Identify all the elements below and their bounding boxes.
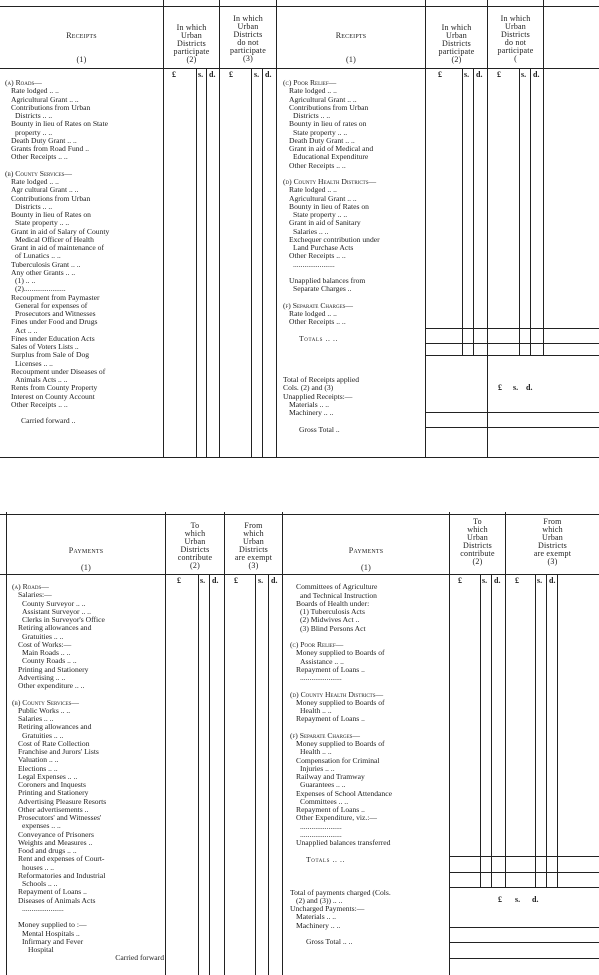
line-item: Interest on County Account — [11, 392, 95, 401]
line-item: Grant in aid of maintenance of — [11, 244, 104, 252]
line-item: Repayment of Loans .. — [296, 806, 365, 814]
line-item: Repayment of Loans .. — [296, 665, 365, 674]
rule — [425, 355, 599, 356]
rule — [425, 427, 599, 428]
line-item: Schools .. .. — [22, 880, 58, 888]
money-divider — [557, 574, 558, 887]
line-item: Carried forward .. — [21, 417, 76, 426]
line-item: Health .. .. — [300, 748, 332, 757]
line-item: ...................... — [293, 260, 335, 269]
line-item: ...................... — [300, 674, 342, 682]
line-item: Legal Expenses .. .. — [18, 772, 78, 781]
column-divider — [449, 512, 450, 975]
line-item: Money supplied to :— — [18, 921, 87, 930]
line-item — [290, 575, 448, 583]
line-item — [290, 724, 448, 732]
line-item: County Surveyor .. .. — [22, 599, 86, 608]
line-item: State property .. .. — [293, 211, 348, 219]
rule — [0, 457, 599, 458]
line-item: Retiring allowances and — [18, 624, 92, 633]
rule — [449, 958, 599, 959]
line-item: Contributions from Urban — [289, 103, 369, 112]
line-item: Other Receipts .. .. — [289, 161, 346, 170]
line-item — [283, 417, 424, 425]
line-item: and Technical Instruction — [300, 591, 377, 600]
col3-header: From which Urban Districts are exempt (3) — [234, 521, 273, 570]
line-item: Materials .. .. — [289, 400, 330, 409]
line-item: Other Receipts .. .. — [289, 318, 346, 327]
line-item: County Roads .. .. — [22, 657, 77, 666]
line-item: ...................... — [300, 830, 342, 839]
line-item: Clerks in Surveyor's Office — [22, 616, 105, 624]
line-item: Repayment of Loans .. — [18, 888, 87, 897]
section-heading: (d) County Health Districts— — [290, 690, 384, 699]
line-item: Rate lodged .. .. — [289, 186, 337, 195]
line-item: Committees .. .. — [300, 797, 349, 806]
line-item: (2)...................... — [15, 285, 66, 294]
column-number: (1) — [81, 563, 91, 572]
rule — [0, 514, 599, 515]
summary-pound-label: £ — [498, 895, 502, 904]
column-divider — [505, 512, 506, 887]
line-item — [283, 327, 424, 335]
line-item: Gratuities .. .. — [22, 632, 64, 641]
line-item: State property .. .. — [15, 219, 70, 228]
line-item: State property .. .. — [293, 128, 348, 137]
line-item: Hospital — [28, 946, 54, 954]
section-heading: (a) Roads— — [5, 79, 42, 87]
line-item: Sales of Voters Lists .. — [11, 343, 79, 351]
column-divider — [163, 0, 164, 458]
line-item: Salaries .. .. — [18, 715, 54, 723]
line-item — [12, 690, 164, 698]
pence-label: d. — [212, 576, 219, 585]
line-item: Tuberculosis Grant .. .. — [11, 260, 81, 269]
payments-right-items — [290, 575, 448, 946]
line-item: Medical Officer of Health — [15, 235, 94, 244]
line-item: Other Receipts .. .. — [289, 252, 346, 261]
section-heading: (b) County Services— — [12, 698, 80, 707]
pound-label: £ — [458, 576, 462, 585]
line-item: Districts .. .. — [15, 112, 53, 120]
line-item — [283, 269, 424, 277]
line-item: Separate Charges .. — [293, 285, 352, 294]
line-item: Main Roads .. .. — [22, 649, 71, 657]
line-item: (2) Midwives Act .. — [300, 616, 360, 625]
line-item — [12, 913, 164, 921]
line-item: Mental Hospitals .. — [22, 929, 80, 938]
line-item: Other Receipts .. .. — [11, 400, 68, 409]
shilling-label: s. — [200, 576, 206, 585]
line-item: Agr cultural Grant .. .. — [11, 186, 79, 195]
receipts-table — [0, 0, 599, 458]
pence-label: d. — [271, 576, 278, 585]
line-item: Infirmary and Fever — [22, 937, 84, 946]
line-item: Printing and Stationery — [18, 789, 89, 798]
line-item: Surplus from Sale of Dog — [11, 351, 90, 360]
col2-header-right: To which Urban Districts contribute (2) — [460, 517, 495, 566]
line-item: Expenses of School Attendance — [296, 789, 392, 798]
line-item: Guarantees .. .. — [300, 781, 346, 790]
line-item: (1) .. .. — [15, 277, 36, 285]
line-item — [290, 864, 448, 872]
column-divider — [6, 512, 7, 975]
line-item: Total of Receipts applied — [283, 376, 360, 384]
line-item: Recoupment from Paymaster — [11, 293, 100, 302]
pence-label: d. — [476, 70, 483, 79]
line-item: Valuation .. .. — [18, 756, 59, 765]
shilling-label: s. — [254, 70, 260, 79]
line-item: Cost of Works:— — [18, 640, 72, 649]
shilling-label: s. — [198, 70, 204, 79]
column-divider — [276, 0, 277, 458]
line-item: Franchise and Jurors' Lists — [18, 748, 99, 756]
line-item: Districts .. .. — [15, 202, 53, 211]
line-item: Printing and Stationery — [18, 665, 89, 674]
line-item: Recoupment under Diseases of — [11, 367, 106, 376]
section-heading: (d) County Health Districts— — [283, 178, 377, 186]
line-item: Boards of Health under: — [296, 599, 370, 608]
shilling-label: s. — [537, 576, 543, 585]
line-item: Compensation for Criminal — [296, 756, 380, 765]
line-item — [290, 880, 448, 888]
section-heading: (f) Separate Charges— — [290, 731, 361, 740]
line-item — [283, 351, 424, 359]
column-number: (1) — [346, 55, 356, 64]
line-item: Salaries:— — [18, 591, 52, 600]
column-divider — [165, 512, 166, 975]
rule — [449, 872, 599, 873]
column-divider — [219, 0, 220, 458]
line-item: Other Receipts .. .. — [11, 153, 68, 162]
line-item: Committees of Agriculture — [296, 583, 378, 592]
line-item: Totals .. .. — [306, 855, 345, 864]
col3-header-right: From which Urban Districts are exempt (3) — [533, 517, 572, 566]
line-item: Other Expenditure, viz.:— — [296, 814, 377, 823]
section-heading: (a) Roads— — [12, 583, 49, 591]
line-item: Prosecutors' and Witnesses' — [18, 814, 102, 822]
line-item — [283, 294, 424, 302]
line-item: Carried forward — [115, 954, 164, 963]
line-item — [283, 360, 424, 368]
line-item: Bounty in lieu of Rates on State — [11, 120, 109, 129]
column-divider — [425, 0, 426, 458]
line-item: Bounty in lieu of Rates on — [289, 202, 369, 211]
line-item — [283, 368, 424, 376]
line-item: Food and drugs .. .. — [18, 847, 77, 855]
column-divider — [224, 512, 225, 975]
line-item: Grant in aid of Medical and — [289, 145, 374, 153]
line-item: Fines under Food and Drugs — [11, 318, 98, 327]
line-item: Land Purchase Acts — [293, 244, 354, 252]
line-item — [290, 872, 448, 880]
line-item: Weights and Measures .. — [18, 838, 93, 847]
money-divider — [480, 574, 481, 887]
line-item: (1) Tuberculosis Acts — [300, 608, 365, 616]
pound-label: £ — [515, 576, 519, 585]
column-divider — [543, 0, 544, 355]
line-item: Gross Total .. — [299, 425, 340, 434]
line-item: Agricultural Grant .. .. — [289, 194, 357, 203]
line-item: Conveyance of Prisoners — [18, 830, 94, 839]
line-item — [283, 170, 424, 178]
line-item: Assistant Surveyor .. .. — [22, 607, 91, 616]
pence-label: d. — [494, 576, 501, 585]
col2-header-right: In which Urban Districts participate (2) — [438, 23, 475, 64]
column-divider — [282, 512, 283, 975]
line-item — [290, 633, 448, 641]
line-item: Machinery .. .. — [296, 921, 341, 930]
line-item: Educational Expenditure — [293, 153, 369, 162]
receipts-header: Receipts — [66, 31, 97, 40]
pound-label: £ — [497, 70, 501, 79]
line-item — [290, 930, 448, 938]
line-item: Advertising Pleasure Resorts — [18, 797, 107, 806]
line-item: Other expenditure .. .. — [18, 682, 85, 690]
shilling-label: s. — [521, 70, 527, 79]
line-item: property .. .. — [15, 128, 53, 137]
line-item: Death Duty Grant .. .. — [11, 136, 77, 145]
line-item: Rents from County Property — [11, 384, 98, 393]
line-item — [283, 343, 424, 351]
pence-label: d. — [209, 70, 216, 79]
line-item: Money supplied to Boards of — [296, 649, 385, 658]
column-number: (1) — [361, 563, 371, 572]
col2-header: To which Urban Districts contribute (2) — [177, 521, 213, 570]
receipts-header-right: Receipts — [335, 31, 367, 40]
line-item: Advertising .. .. — [18, 673, 66, 682]
line-item: Cols. (2) and (3) — [283, 384, 334, 393]
money-divider — [262, 68, 263, 458]
line-item: (3) Blind Persons Act — [300, 624, 366, 633]
shilling-label: s. — [464, 70, 470, 79]
money-divider — [473, 68, 474, 355]
line-item: Bounty in lieu of rates on — [289, 120, 367, 129]
section-heading: (c) Poor Relief— — [283, 79, 337, 87]
line-item: Machinery .. .. — [289, 409, 334, 417]
line-item: ...................... — [300, 822, 342, 831]
line-item: Exchequer contribution under — [289, 235, 380, 244]
line-item: Death Duty Grant .. .. — [289, 136, 355, 145]
line-item: Unapplied Receipts:— — [283, 392, 353, 401]
rule — [449, 856, 599, 857]
line-item: Act .. .. — [15, 326, 38, 335]
money-divider — [255, 574, 256, 975]
line-item: Contributions from Urban — [11, 103, 91, 112]
receipts-left-items — [5, 79, 162, 426]
money-divider — [491, 574, 492, 887]
line-item: Railway and Tramway — [296, 773, 365, 781]
line-item: Totals .. .. — [299, 334, 338, 343]
line-item: Money supplied to Boards of — [296, 698, 385, 707]
pence-label: d. — [533, 70, 540, 79]
col3-header-right: In which Urban Districts do not participate ( — [497, 14, 534, 63]
line-item: Total of payments charged (Cols. — [290, 888, 391, 897]
column-divider — [487, 0, 488, 458]
line-item: Grants from Road Fund .. — [11, 145, 90, 153]
line-item — [5, 162, 162, 170]
line-item: Grant in aid of Salary of County — [11, 227, 110, 236]
line-item: Retiring allowances and — [18, 723, 92, 732]
rule — [425, 412, 599, 413]
line-item: Health .. .. — [300, 707, 332, 715]
line-item: Prosecutors and Witnesses — [15, 310, 96, 318]
line-item: Uncharged Payments:— — [290, 905, 365, 913]
line-item — [5, 409, 162, 417]
line-item: Rate lodged .. .. — [11, 87, 59, 96]
summary-pound-label: £ — [498, 383, 502, 392]
line-item: Unapplied balances transferred — [296, 839, 391, 847]
section-heading: (f) Separate Charges— — [283, 301, 354, 310]
rule — [0, 68, 599, 69]
money-divider — [519, 68, 520, 355]
line-item: Materials .. .. — [296, 913, 337, 922]
line-item: (2) and (3)) .. .. — [296, 896, 343, 905]
line-item: Rate lodged .. .. — [289, 87, 337, 96]
summary-shilling-label: s. — [515, 895, 521, 904]
summary-pence-label: d. — [532, 895, 539, 904]
money-divider — [206, 68, 207, 458]
pound-label: £ — [229, 70, 233, 79]
line-item: Reformatories and Industrial — [18, 871, 106, 880]
line-item: Assistance .. .. — [300, 657, 344, 666]
money-divider — [196, 68, 197, 458]
receipts-right-items — [283, 79, 424, 434]
line-item: Districts .. .. — [293, 112, 331, 120]
line-item: Any other Grants .. .. — [11, 268, 76, 277]
line-item: Cost of Rate Collection — [18, 739, 90, 748]
section-heading: (c) Poor Relief— — [290, 641, 344, 649]
rule — [449, 942, 599, 943]
line-item: Public Works .. .. — [18, 706, 71, 715]
column-number: (1) — [76, 55, 87, 64]
rule — [0, 6, 599, 7]
line-item: Agricultural Grant .. .. — [11, 95, 79, 104]
rule — [449, 887, 599, 888]
line-item: Money supplied to Boards of — [296, 740, 385, 748]
line-item: Bounty in lieu of Rates on — [11, 211, 91, 219]
rule — [425, 328, 599, 329]
line-item: houses .. .. — [22, 863, 55, 872]
summary-pence-label: d. — [526, 383, 533, 392]
line-item: Repayment of Loans .. — [296, 715, 365, 724]
pound-label: £ — [172, 70, 176, 79]
line-item: ...................... — [22, 904, 64, 913]
payments-header-right: Payments — [348, 546, 384, 555]
line-item: Gross Total .. .. — [306, 938, 353, 946]
summary-shilling-label: s. — [513, 383, 519, 392]
col2-header: In which Urban Districts participate (2) — [173, 23, 210, 64]
payments-left-items — [12, 583, 164, 963]
line-item: Rate lodged .. .. — [11, 178, 59, 186]
rule — [425, 343, 599, 344]
section-heading: (b) County Services— — [5, 169, 73, 178]
money-divider — [198, 574, 199, 975]
rule — [449, 927, 599, 928]
pound-label: £ — [234, 576, 238, 585]
shilling-label: s. — [482, 576, 488, 585]
line-item — [290, 682, 448, 690]
pound-label: £ — [177, 576, 181, 585]
line-item: of Lunatics .. .. — [15, 252, 61, 261]
line-item: Contributions from Urban — [11, 194, 91, 203]
pence-label: d. — [265, 70, 272, 79]
line-item — [290, 847, 448, 855]
col3-header: In which Urban Districts do not participate (3) — [230, 14, 266, 63]
line-item: General for expenses of — [15, 301, 88, 310]
line-item: Rent and expenses of Court- — [18, 855, 105, 864]
money-divider — [251, 68, 252, 458]
pound-label: £ — [438, 70, 442, 79]
line-item: Rate lodged .. .. — [289, 310, 337, 318]
line-item: Animals Acts .. .. — [15, 376, 68, 384]
payments-header: Payments — [68, 546, 104, 555]
line-item: Coroners and Inquests — [18, 781, 86, 789]
money-divider — [535, 574, 536, 887]
line-item: Other advertisements .. — [18, 805, 89, 814]
line-item: Agricultural Grant .. .. — [289, 95, 357, 104]
payments-table — [0, 512, 599, 975]
line-item: Injuries .. .. — [300, 764, 335, 773]
money-divider — [209, 574, 210, 975]
money-divider — [546, 574, 547, 887]
line-item: Grant in aid of Sanitary — [289, 219, 361, 228]
line-item: Licenses .. .. — [15, 359, 53, 368]
line-item: Elections .. .. — [18, 764, 58, 773]
line-item: Fines under Education Acts — [11, 334, 95, 343]
money-divider — [530, 68, 531, 355]
line-item: Gratuities .. .. — [22, 731, 64, 740]
line-item: expenses .. .. — [22, 822, 61, 831]
line-item: Salaries .. .. — [293, 227, 329, 236]
money-divider — [462, 68, 463, 355]
money-divider — [268, 574, 269, 975]
pence-label: d. — [549, 576, 556, 585]
line-item: Diseases of Animals Acts — [18, 896, 96, 905]
line-item: Unapplied balances from — [289, 277, 366, 285]
shilling-label: s. — [258, 576, 264, 585]
